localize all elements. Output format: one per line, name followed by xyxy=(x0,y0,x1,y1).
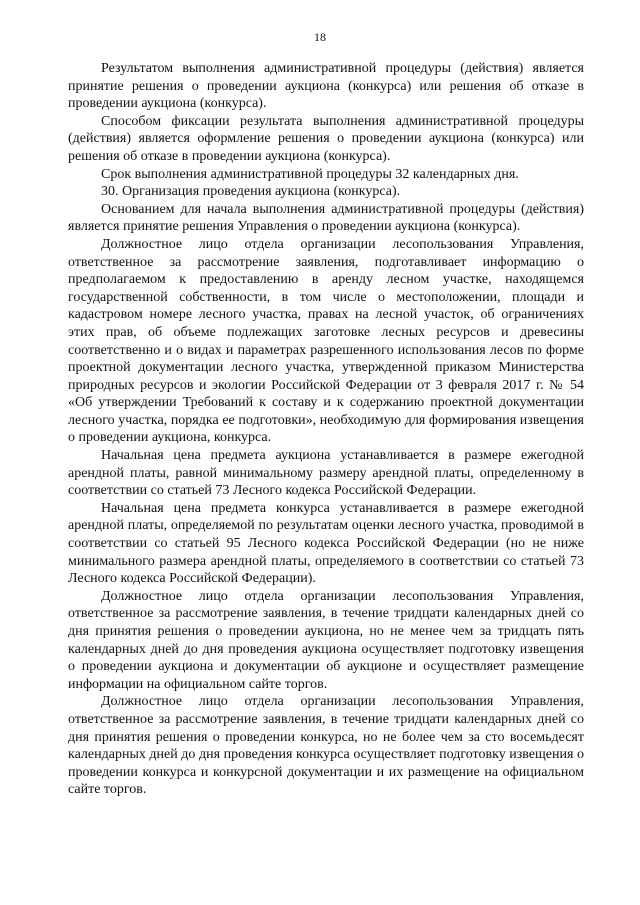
page-number: 18 xyxy=(314,30,326,44)
paragraph-official-prepares-info: Должностное лицо отдела организации лесопользования Управления, ответственное за рассмотрение заявления, подготавливает информацию о предполагаемом к предоставлению в аренду лесном участке, находящемся государственной собственности, в том числе о местоположении, площади и кадастровом номере лесного участка, правах на лесной участок, об ограничениях этих прав, об объеме подлежащих заготовке лесных ресурсов и древесины соответственно и о видах и параметрах разрешенного использования лесов по форме проектной документации лесного участка, утвержденной приказом Министерства природных ресурсов и экологии Российской Федерации от 3 февраля 2017 г. № 54 «Об утверждении Требований к составу и к содержанию проектной документации лесного участка, порядка ее подготовки», необходимую для формирования извещения о проведении аукциона, конкурса. xyxy=(68,236,584,446)
section-heading-30: 30. Организация проведения аукциона (конкурса). xyxy=(101,184,401,200)
paragraph-result: Результатом выполнения административной процедуры (действия) является принятие решения о проведении аукциона (конкурса) или решения об отказе в проведении аукциона (конкурса). xyxy=(68,61,584,112)
paragraph-procedure-term: Срок выполнения административной процедуры 32 календарных дня. xyxy=(101,166,519,182)
paragraph-fixation-method: Способом фиксации результата выполнения административной процедуры (действия) является оформление решения о проведении аукциона (конкурса) или решения об отказе в проведении аукциона (конкурса). xyxy=(68,113,584,164)
document-body xyxy=(68,60,584,799)
paragraph-auction-notice: Должностное лицо отдела организации лесопользования Управления, ответственное за рассмотрение заявления, в течение тридцати календарных дней со дня принятия решения о проведении аукциона, но не менее чем за тридцать пять календарных дней до дня проведения аукциона осуществляет подготовку извещения о проведении аукциона и документации об аукционе и осуществляет размещение информации на официальном сайте торгов. xyxy=(68,588,584,692)
paragraph-contest-notice: Должностное лицо отдела организации лесопользования Управления, ответственное за рассмотрение заявления, в течение тридцати календарных дней со дня принятия решения о проведении конкурса, но не более чем за сто восемьдесят календарных дней до дня проведения конкурса осуществляет подготовку извещения о проведении конкурса и конкурсной документации и их размещение на официальном сайте торгов. xyxy=(68,694,584,798)
paragraph-contest-start-price: Начальная цена предмета конкурса устанавливается в размере ежегодной арендной платы, определяемой по результатам оценки лесного участка, проводимой в соответствии со статьей 95 Лесного кодекса Российской Федерации (но не ниже минимального размера арендной платы, определяемого в соответствии со статьей 73 Лесного кодекса Российской Федерации). xyxy=(68,500,584,587)
paragraph-auction-start-price: Начальная цена предмета аукциона устанавливается в размере ежегодной арендной платы, равной минимальному размеру арендной платы, определенному в соответствии со статьей 73 Лесного кодекса Российской Федерации. xyxy=(68,448,584,499)
paragraph-basis: Основанием для начала выполнения административной процедуры (действия) является принятие решения Управления о проведении аукциона (конкурса). xyxy=(68,201,584,235)
